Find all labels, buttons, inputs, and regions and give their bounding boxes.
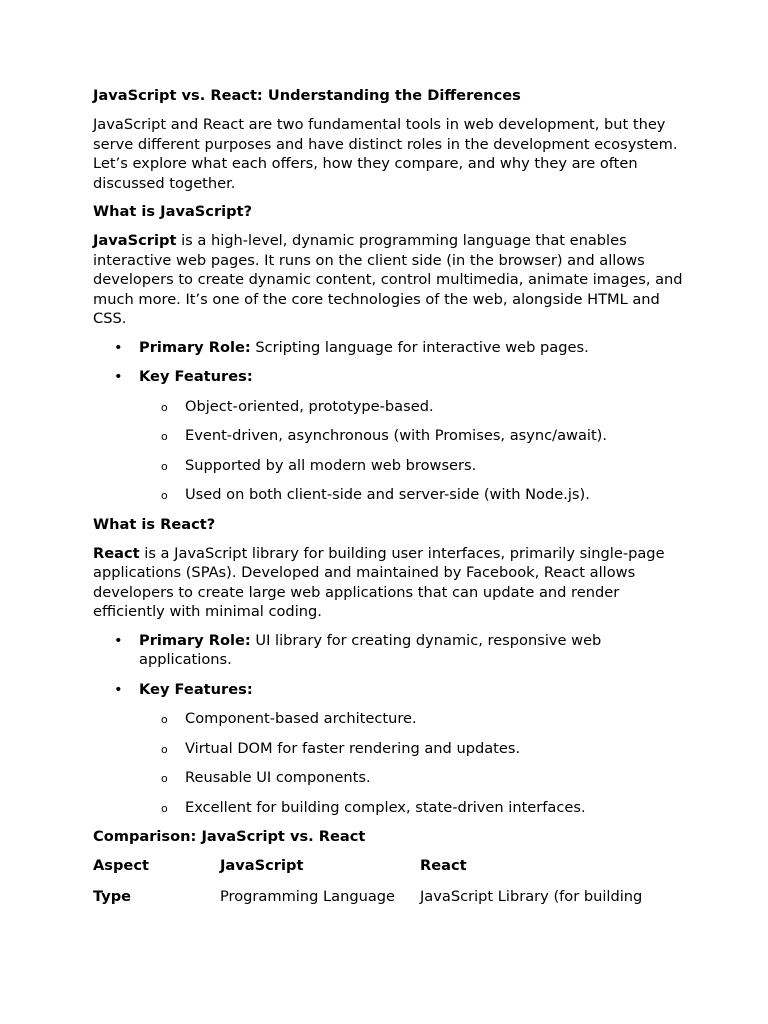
header-cell-aspect: Aspect: [93, 857, 149, 874]
js-bullet-list: [93, 338, 683, 505]
react-section-heading: What is React?: [93, 515, 216, 533]
react-bullet-list: [93, 631, 683, 818]
react-description-paragraph: [93, 544, 683, 622]
sub-bullet-icon: o: [161, 489, 168, 502]
feature-text: Supported by all modern web browsers.: [185, 456, 477, 474]
js-primary-role-label: Primary Role:: [139, 338, 251, 356]
table-header-row: [93, 856, 683, 876]
list-item: [139, 485, 683, 505]
react-key-features-label: Key Features:: [139, 680, 253, 698]
table-cell: Programming Language: [220, 888, 396, 905]
list-item: [139, 456, 683, 476]
feature-text: Virtual DOM for faster rendering and updates.: [185, 739, 521, 757]
js-features-list: [139, 397, 683, 505]
list-item: [139, 798, 683, 818]
feature-text: Reusable UI components.: [185, 769, 371, 786]
react-lead-text: is a JavaScript library for building user interfaces, primarily single-page applications (SPAs). Developed and maintained by Facebook, React allows developers to create large web applications that can update and render efficiently with minimal coding.: [93, 544, 665, 620]
comparison-table: [93, 856, 683, 907]
list-item: [139, 768, 683, 788]
js-key-features-label: Key Features:: [139, 368, 253, 385]
row-label-cell: Type: [93, 888, 132, 905]
list-item: [93, 680, 683, 818]
intro-paragraph: JavaScript and React are two fundamental tools in web development, but they serve different purposes and have distinct roles in the development ecosystem. Let’s explore what each offers, how they compare, and why they are often discussed together.: [93, 116, 678, 192]
sub-bullet-icon: o: [161, 742, 168, 756]
js-section-heading: What is JavaScript?: [93, 203, 253, 220]
feature-text: Used on both client-side and server-side (with Node.js).: [185, 486, 590, 503]
react-primary-role-text: UI library for creating dynamic, responsive web applications.: [139, 631, 602, 668]
list-item: [139, 709, 683, 729]
document-title: JavaScript vs. React: Understanding the Differences: [93, 87, 521, 104]
list-item: [139, 397, 683, 417]
react-primary-role-label: Primary Role:: [139, 631, 251, 649]
sub-bullet-icon: o: [161, 459, 168, 473]
bullet-icon: •: [114, 338, 123, 356]
feature-text: Component-based architecture.: [185, 710, 417, 727]
feature-text: Object-oriented, prototype-based.: [185, 397, 434, 415]
js-description-paragraph: [93, 231, 683, 329]
react-lead-term: React: [93, 544, 140, 562]
list-item: [139, 426, 683, 446]
list-item: [139, 739, 683, 759]
header-cell-javascript: JavaScript: [220, 857, 304, 874]
bullet-icon: •: [114, 680, 123, 698]
bullet-icon: •: [114, 631, 123, 649]
table-row: [93, 887, 683, 907]
list-item: [93, 338, 683, 358]
comparison-heading: Comparison: JavaScript vs. React: [93, 828, 366, 845]
header-cell-react: React: [420, 857, 467, 874]
document-page: [93, 86, 683, 918]
list-item: [93, 631, 683, 670]
react-features-list: [139, 709, 683, 817]
feature-text: Excellent for building complex, state-driven interfaces.: [185, 798, 586, 816]
list-item: [93, 367, 683, 505]
js-lead-term: JavaScript: [93, 232, 177, 249]
sub-bullet-icon: o: [161, 430, 168, 443]
sub-bullet-icon: o: [161, 713, 168, 726]
feature-text: Event-driven, asynchronous (with Promises, async/await).: [185, 427, 607, 444]
js-lead-text: is a high-level, dynamic programming language that enables interactive web pages. It runs on the client side (in the browser) and allows developers to create dynamic content, control multimedia, animate images, and much more. It’s one of the core technologies of the web, alongside HTML and CSS.: [93, 232, 683, 327]
sub-bullet-icon: o: [161, 400, 168, 414]
table-cell: JavaScript Library (for building: [420, 888, 643, 905]
sub-bullet-icon: o: [161, 772, 168, 785]
sub-bullet-icon: o: [161, 801, 168, 815]
js-primary-role-text: Scripting language for interactive web pages.: [250, 338, 589, 356]
bullet-icon: •: [114, 368, 123, 385]
